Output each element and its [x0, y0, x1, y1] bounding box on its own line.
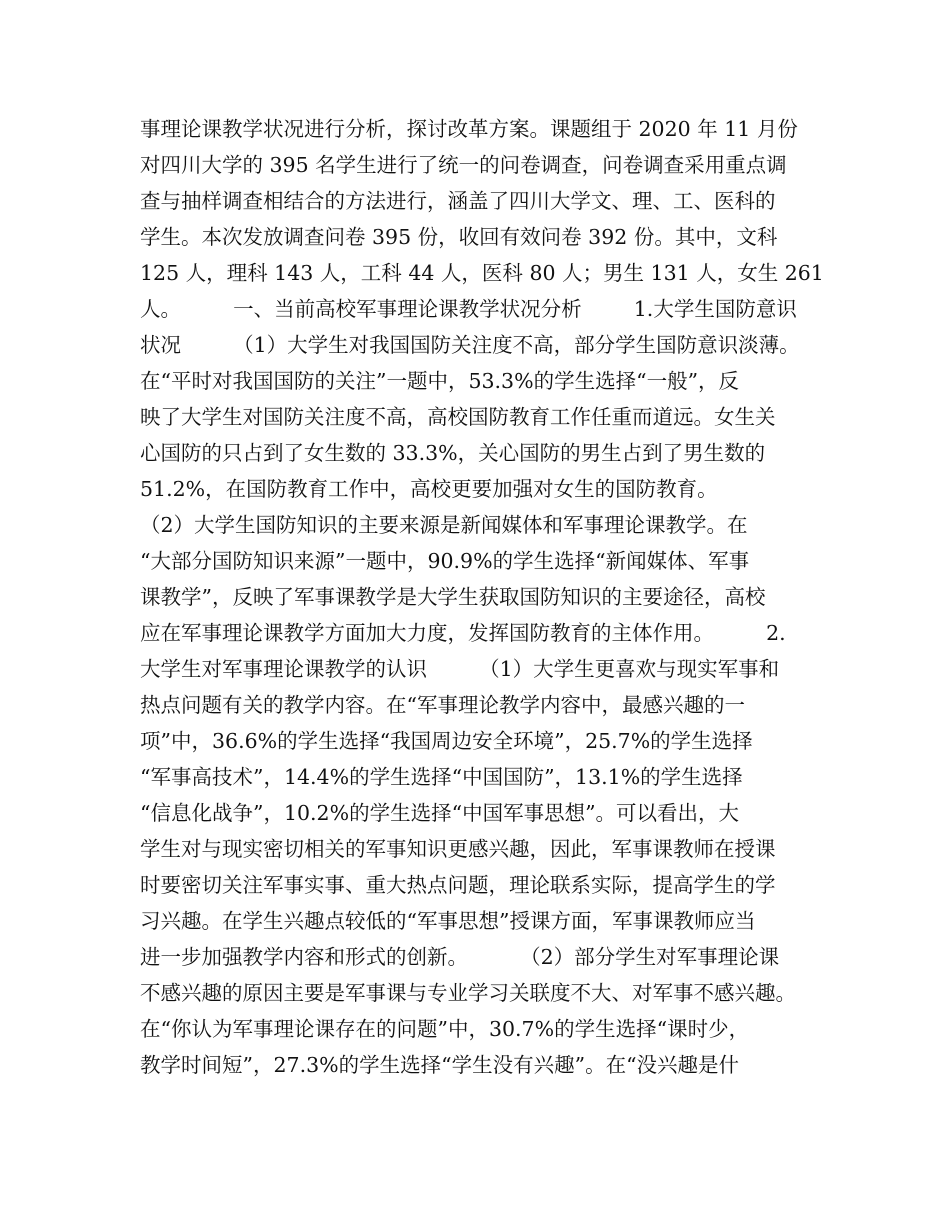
- text-line: 在“你认为军事理论课存在的问题”中，30.7%的学生选择“课时少，: [140, 1017, 750, 1041]
- text-line: 在“平时对我国国防的关注”一题中，53.3%的学生选择“一般”，反: [140, 369, 740, 393]
- text-line: 习兴趣。在学生兴趣点较低的“军事思想”授课方面，军事课教师应当: [140, 909, 756, 933]
- text-line: 大学生对军事理论课教学的认识 （1）大学生更喜欢与现实军事和: [140, 657, 780, 681]
- text-line: 人。 一、当前高校军事理论课教学状况分析 1.大学生国防意识: [140, 297, 797, 321]
- text-line: “大部分国防知识来源”一题中，90.9%的学生选择“新闻媒体、军事: [140, 549, 750, 573]
- text-line: 学生对与现实密切相关的军事知识更感兴趣，因此，军事课教师在授课: [140, 837, 776, 861]
- text-line: 对四川大学的 395 名学生进行了统一的问卷调查，问卷调查采用重点调: [140, 153, 787, 177]
- text-line: 时要密切关注军事实事、重大热点问题，理论联系实际，提高学生的学: [140, 873, 776, 897]
- text-line: （2）大学生国防知识的主要来源是新闻媒体和军事理论课教学。在: [140, 513, 748, 537]
- text-line: 应在军事理论课教学方面加大力度，发挥国防教育的主体作用。 2.: [140, 621, 786, 645]
- text-line: 心国防的只占到了女生数的 33.3%，关心国防的男生占到了男生数的: [140, 441, 766, 465]
- text-line: 进一步加强教学内容和形式的创新。 （2）部分学生对军事理论课: [140, 945, 780, 969]
- body-text: [140, 111, 824, 1083]
- text-line: 状况 （1）大学生对我国国防关注度不高，部分学生国防意识淡薄。: [140, 333, 800, 357]
- text-line: 学生。本次发放调查问卷 395 份，收回有效问卷 392 份。其中，文科: [140, 225, 778, 249]
- text-line: 课教学”，反映了军事课教学是大学生获取国防知识的主要途径，高校: [140, 585, 766, 609]
- text-line: 项”中，36.6%的学生选择“我国周边安全环境”，25.7%的学生选择: [140, 729, 753, 753]
- text-line: 125 人，理科 143 人，工科 44 人，医科 80 人；男生 131 人，女生 261: [140, 261, 824, 285]
- text-line: 51.2%，在国防教育工作中，高校更要加强对女生的国防教育。: [140, 477, 718, 501]
- text-line: 事理论课教学状况进行分析，探讨改革方案。课题组于 2020 年 11 月份: [140, 117, 798, 141]
- text-line: 查与抽样调查相结合的方法进行，涵盖了四川大学文、理、工、医科的: [140, 189, 776, 213]
- text-line: “军事高技术”，14.4%的学生选择“中国国防”，13.1%的学生选择: [140, 765, 743, 789]
- text-line: 热点问题有关的教学内容。在“军事理论教学内容中，最感兴趣的一: [140, 693, 745, 717]
- text-line: 映了大学生对国防关注度不高，高校国防教育工作任重而道远。女生关: [140, 405, 776, 429]
- text-line: 教学时间短”，27.3%的学生选择“学生没有兴趣”。在“没兴趣是什: [140, 1053, 740, 1077]
- text-line: 不感兴趣的原因主要是军事课与专业学习关联度不大、对军事不感兴趣。: [140, 981, 796, 1005]
- text-line: “信息化战争”，10.2%的学生选择“中国军事思想”。可以看出，大: [140, 801, 740, 825]
